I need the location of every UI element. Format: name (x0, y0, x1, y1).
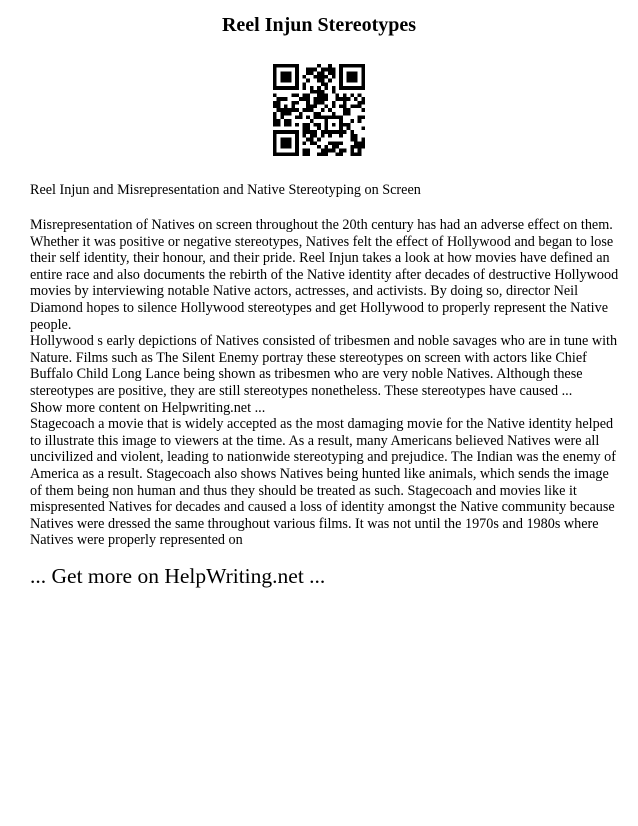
paragraph-early-depictions: Hollywood s early depictions of Natives consisted of tribesmen and noble savages who are in tune with Nature. Films such as The Silent Enemy portray these stereotypes on screen with actors like Chief Buffalo Child Long Lance being shown as tribesmen who are very noble Natives. Although these stereotypes are positive, they are still stereotypes nonetheless. These stereotypes have caused ... (30, 333, 618, 399)
document-body (30, 217, 620, 549)
show-more-line: Show more content on Helpwriting.net ... (30, 399, 266, 416)
get-more-link[interactable]: ... Get more on HelpWriting.net ... (30, 564, 326, 588)
page-title: Reel Injun Stereotypes (221, 14, 417, 36)
paragraph-stagecoach: Stagecoach a movie that is widely accepted as the most damaging movie for the Native identity helped to illustrate this image to viewers at the time. As a result, many Americans believed Natives were all uncivilized and violent, leading to nationwide stereotyping and prejudice. The Indian was the enemy of America as a result. Stagecoach also shows Natives being hunted like animals, which sends the image of them being non human and thus they should be treated as such. Stagecoach and movies like it mispresented Natives for decades and caused a loss of identity amongst the Native community because Natives were dressed the same throughout various films. It was not until the 1970s and 1980s where Natives were properly represented on (30, 416, 616, 549)
qr-code-icon[interactable] (273, 64, 365, 156)
document-subtitle: Reel Injun and Misrepresentation and Native Stereotyping on Screen (30, 182, 421, 198)
qr-code-graphic (273, 64, 365, 156)
paragraph-intro: Misrepresentation of Natives on screen throughout the 20th century has had an adverse effect on them. Whether it was positive or negative stereotypes, Natives felt the effect of Hollywood and began to lose their self identity, their honour, and their pride. Reel Injun takes a look at how movies have defined an entire race and also documents the rebirth of the Native identity after decades of destructive Hollywood movies by interviewing notable Native actors, actresses, and activists. By doing so, director Neil Diamond hopes to silence Hollywood stereotypes and get Hollywood to properly represent the Native people. (30, 217, 619, 333)
